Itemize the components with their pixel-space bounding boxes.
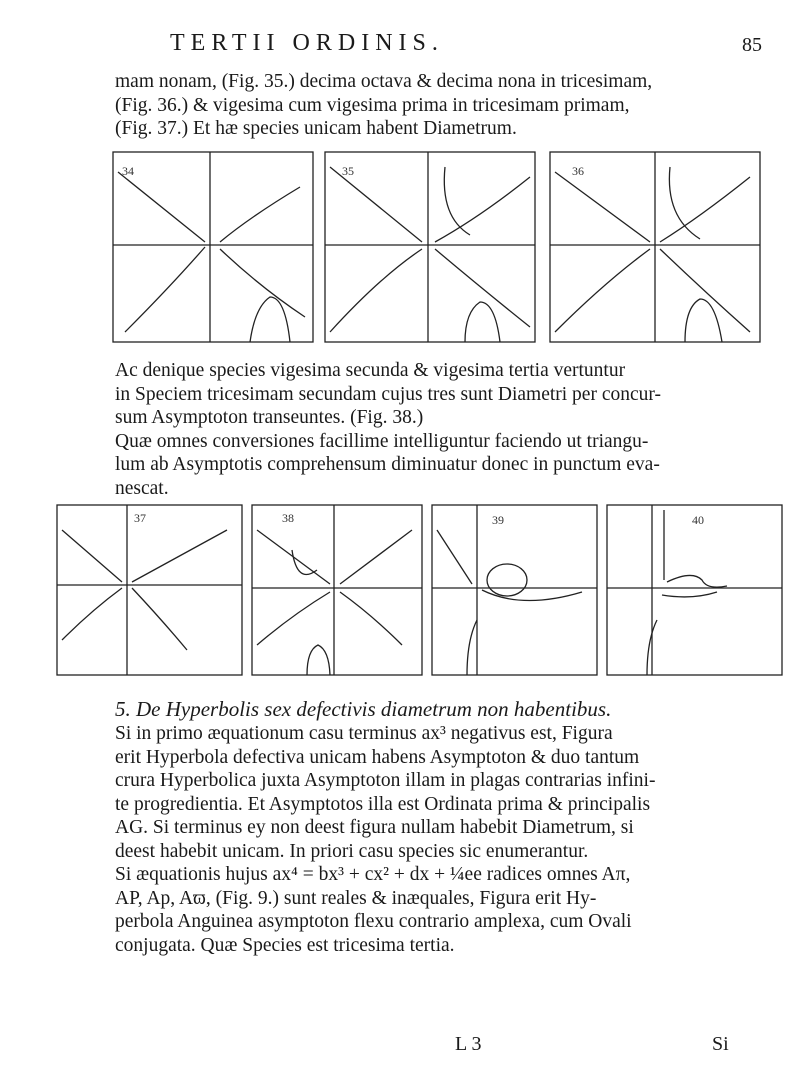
text-line: mam nonam, (Fig. 35.) decima octava & decima nona in tricesimam,	[115, 71, 653, 92]
text-line: (Fig. 36.) & vigesima cum vigesima prima in tricesimam primam,	[115, 94, 630, 116]
paragraph-3	[115, 722, 765, 957]
figure-label-36: 36	[572, 164, 584, 178]
paragraph-1	[115, 70, 765, 141]
text-line: conjugata. Quæ Species est tricesima tertia.	[115, 934, 455, 956]
text-line: Ac denique species vigesima secunda & vigesima tertia vertuntur	[115, 360, 626, 381]
running-title: TERTII ORDINIS.	[170, 30, 444, 56]
text-line: Si in primo æquationum casu terminus ax³ negativus est, Figura	[115, 723, 613, 744]
figure-34	[113, 152, 313, 342]
text-line: AG. Si terminus ey non deest figura nullam habebit Diametrum, si	[115, 817, 634, 838]
signature-mark: L 3	[455, 1033, 482, 1055]
figure-label-34: 34	[122, 164, 134, 178]
figure-37	[57, 505, 242, 675]
paragraph-2	[115, 359, 765, 500]
text-line: sum Asymptoton transeuntes. (Fig. 38.)	[115, 407, 424, 428]
text-line: in Speciem tricesimam secundam cujus tres sunt Diametri per concur-	[115, 383, 661, 405]
figure-35	[325, 152, 535, 342]
figure-38	[252, 505, 422, 675]
text-line: Si æquationis hujus ax⁴ = bx³ + cx² + dx + ¼ee radices omnes Aπ,	[115, 864, 631, 885]
text-line: deest habebit unicam. In priori casu species sic enumerantur.	[115, 840, 589, 862]
text-line: Quæ omnes conversiones facillime intelliguntur faciendo ut triangu-	[115, 430, 649, 452]
text-line: lum ab Asymptotis comprehensum diminuatur donec in punctum eva-	[115, 454, 660, 475]
page-number: 85	[742, 34, 762, 56]
text-line: nescat.	[115, 477, 169, 499]
figure-label-40: 40	[692, 513, 704, 527]
figures-bottom-row	[52, 500, 792, 685]
text-line: te progredientia. Et Asymptotos illa est Ordinata prima & principalis	[115, 793, 651, 815]
figure-label-39: 39	[492, 513, 504, 527]
text-line: crura Hyperbolica juxta Asymptoton illam in plagas contrarias infini-	[115, 770, 656, 791]
section-heading: 5. De Hyperbolis sex defectivis diametrum non habentibus.	[115, 697, 612, 721]
text-line: erit Hyperbola defectiva unicam habens Asymptoton & duo tantum	[115, 746, 640, 768]
figure-label-37: 37	[134, 511, 146, 525]
catchword: Si	[712, 1033, 729, 1055]
text-line: AP, Ap, Aϖ, (Fig. 9.) sunt reales & inæquales, Figura erit Hy-	[115, 887, 597, 909]
figures-top-row	[110, 147, 770, 357]
figure-36	[550, 152, 760, 342]
figure-40	[607, 505, 782, 675]
figure-39	[432, 505, 597, 675]
figure-label-38: 38	[282, 511, 294, 525]
figure-label-35: 35	[342, 164, 354, 178]
text-line: perbola Anguinea asymptoton flexu contrario amplexa, cum Ovali	[115, 911, 632, 932]
text-line: (Fig. 37.) Et hæ species unicam habent Diametrum.	[115, 118, 517, 139]
